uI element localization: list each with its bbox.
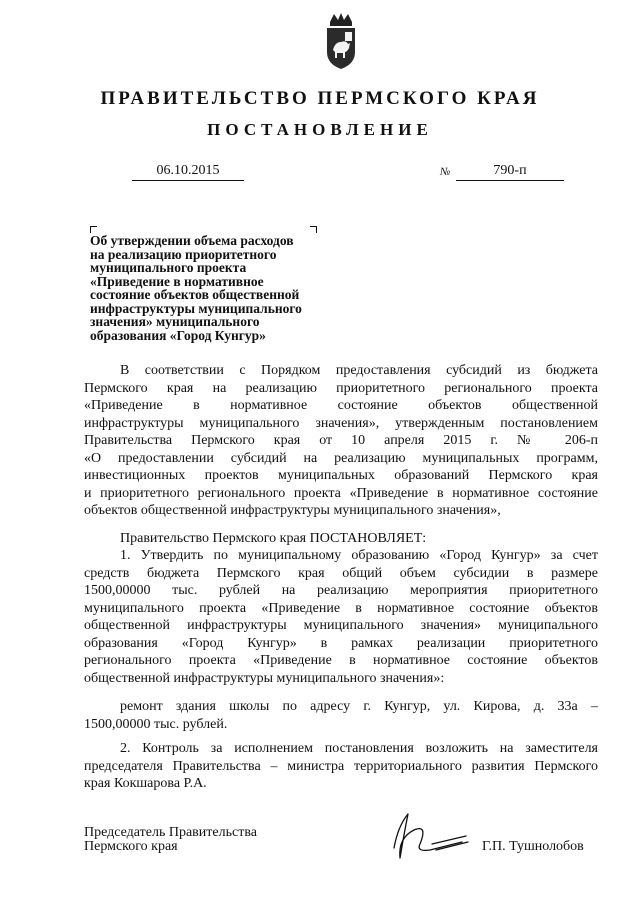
subject-line: образования «Город Кунгур» <box>90 327 266 343</box>
body-line: В соответствии с Порядком предоставления субсидий из бюджета <box>120 363 598 378</box>
body-line: инвестиционных проектов муниципальных образований Пермского края <box>84 468 598 483</box>
body-line: регионального проекта «Приведение в нормативное состояние объектов <box>84 653 598 668</box>
decree-line: Правительство Пермского края ПОСТАНОВЛЯЕТ: <box>120 531 427 546</box>
government-title: ПРАВИТЕЛЬСТВО ПЕРМСКОГО КРАЯ <box>100 88 540 109</box>
body-line: инфраструктуры муниципального значения», утвержденным постановлением <box>84 415 598 431</box>
subject-block <box>90 234 330 342</box>
signatory-position-line: Председатель Правительства <box>84 825 257 840</box>
body-line: ремонт здания школы по адресу г. Кунгур, ул. Кирова, д. 33а – <box>120 699 598 714</box>
document-date: 06.10.2015 <box>132 162 244 181</box>
signatory-position <box>84 826 257 854</box>
body-line: председателя Правительства – министра территориального развития Пермского <box>84 758 598 774</box>
body-line: образования «Город Кунгур» в рамках реализации приоритетного <box>84 635 598 651</box>
body-line: 1. Утвердить по муниципальному образованию «Город Кунгур» за счет <box>120 548 598 563</box>
document-type: ПОСТАНОВЛЕНИЕ <box>207 120 433 139</box>
body-line: общественной инфраструктуры муниципального значения»: <box>84 670 445 686</box>
item-1-paragraph <box>84 547 598 687</box>
body-line: «Приведение в нормативное состояние объектов общественной <box>84 398 598 413</box>
preamble-paragraph <box>84 362 598 520</box>
body-line: средств бюджета Пермского края общий объем субсидии в размере <box>84 565 598 581</box>
body-line: 1500,00000 тыс. рублей. <box>84 716 228 732</box>
body-line: объектов общественной инфраструктуры муниципального значения», <box>84 503 501 518</box>
subject-corner-left <box>90 226 97 233</box>
signatory-name: Г.П. Тушнолобов <box>482 839 584 854</box>
subject-line: «Приведение в нормативное <box>90 273 264 289</box>
handwritten-signature <box>384 808 474 863</box>
body-line: Пермского края на реализацию приоритетного регионального проекта <box>84 380 598 396</box>
subject-line: Об утверждении объема расходов <box>90 233 294 248</box>
signatory-position-line: Пермского края <box>84 839 178 854</box>
subject-line: инфраструктуры муниципального <box>90 300 302 316</box>
repair-paragraph <box>84 698 598 733</box>
decree-paragraph <box>84 530 598 548</box>
body-line: общественной инфраструктуры муниципального значения» муниципального <box>84 618 598 633</box>
body-line: и приоритетного регионального проекта «Приведение в нормативное состояние <box>84 485 598 501</box>
subject-line: состояние объектов общественной <box>90 287 300 302</box>
body-line: 1500,00000 тыс. рублей на реализацию мероприятия приоритетного <box>84 583 598 598</box>
body-line: Правительства Пермского края от 10 апреля 2015 г. № 206-п <box>84 433 598 448</box>
body-line: «О предоставлении субсидий на реализацию муниципальных программ, <box>84 450 598 466</box>
number-sign: № <box>440 166 451 178</box>
subject-line: на реализацию приоритетного <box>90 246 277 262</box>
body-line: края Кокшарова Р.А. <box>84 776 207 791</box>
item-2-paragraph <box>84 740 598 793</box>
perm-krai-coat-of-arms-icon <box>324 12 358 70</box>
subject-line: значения» муниципального <box>90 314 260 329</box>
document-number: 790-п <box>456 162 564 181</box>
body-line: муниципального проекта «Приведение в нормативное состояние объектов <box>84 600 598 616</box>
body-line: 2. Контроль за исполнением постановления возложить на заместителя <box>120 741 598 756</box>
subject-line: муниципального проекта <box>90 260 247 275</box>
subject-corner-right <box>310 226 317 233</box>
